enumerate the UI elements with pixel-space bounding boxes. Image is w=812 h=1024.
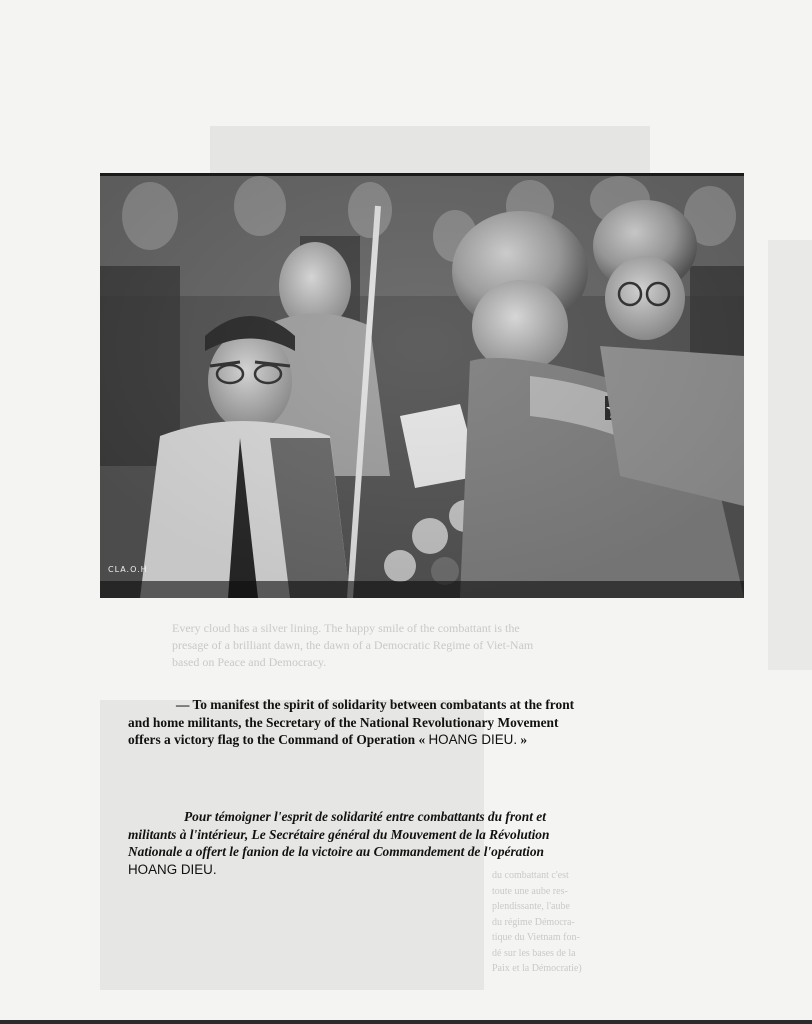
photo-signature: CLA.O.H	[108, 565, 148, 574]
scan-shadow-right	[768, 240, 812, 670]
bleed-line: tique du Vietnam fon-	[492, 932, 580, 943]
operation-name: HOANG DIEU.	[128, 861, 217, 877]
caption-en-line	[128, 731, 700, 749]
caption-english	[128, 696, 700, 749]
bleed-line: du combattant c'est	[492, 870, 569, 881]
bleed-line: dé sur les bases de la	[492, 947, 576, 959]
caption-en-text: offers a victory flag to the Command of Operation «	[128, 732, 426, 747]
caption-fr-line: Nationale a offert le fanion de la victoire au Commandement de l'opération	[128, 844, 544, 859]
scan-edge	[0, 1020, 812, 1024]
bleed-line: du régime Démocra-	[492, 916, 575, 928]
caption-fr-line: Pour témoigner l'esprit de solidarité entre combattants du front et	[184, 809, 546, 824]
bleed-line: Every cloud has a silver lining. The happy smile of the combattant is the	[172, 621, 520, 635]
photo-illustration	[100, 176, 744, 598]
caption-en-line: and home militants, the Secretary of the National Revolutionary Movement	[128, 714, 559, 730]
bleed-line: plendissante, l'aube	[492, 901, 570, 912]
caption-en-quote-close: »	[520, 732, 528, 747]
bleed-through-text	[172, 620, 533, 671]
bleed-through-column	[492, 868, 582, 977]
caption-en-line: — To manifest the spirit of solidarity between combatants at the front	[176, 697, 575, 712]
bleed-line: presage of a brilliant dawn, the dawn of a Democratic Regime of Viet-Nam	[172, 638, 534, 652]
bleed-line: toute une aube res-	[492, 885, 568, 897]
bleed-line: based on Peace and Democracy.	[172, 655, 327, 669]
bleed-line: Paix et la Démocratie)	[492, 963, 582, 974]
caption-french	[128, 808, 700, 878]
ceremony-photo	[100, 173, 744, 598]
caption-fr-line: militants à l'intérieur, Le Secrétaire général du Mouvement de la Révolution	[128, 826, 550, 842]
operation-name: HOANG DIEU.	[428, 732, 518, 747]
